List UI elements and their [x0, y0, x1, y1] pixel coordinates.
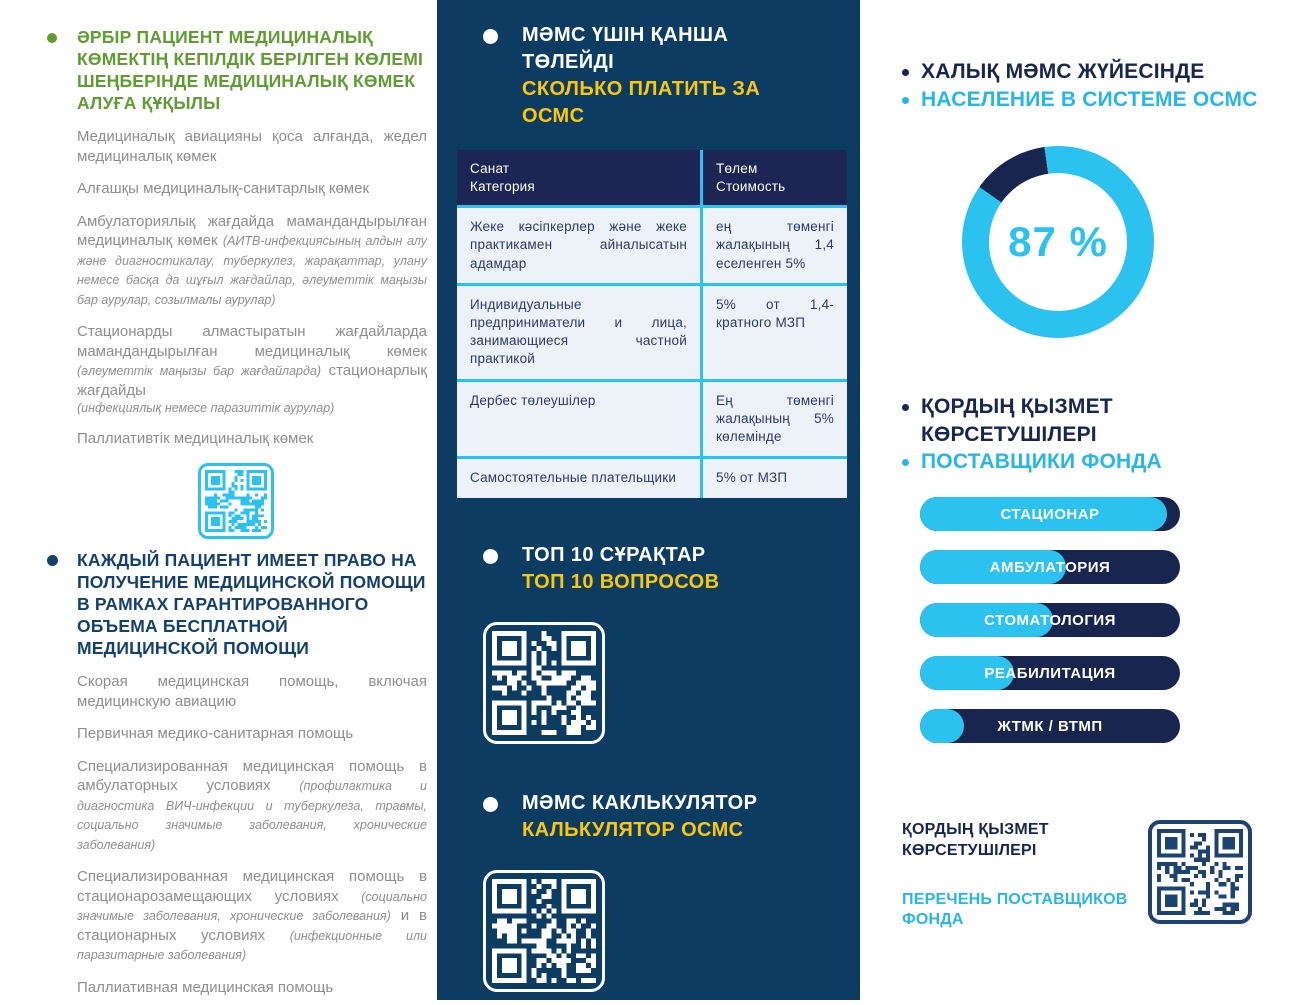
- payment-table-header: [457, 150, 847, 205]
- ru-service-item: [77, 672, 427, 711]
- population-title-ru: НАСЕЛЕНИЕ В СИСТЕМЕ ОСМС: [921, 87, 1258, 111]
- calculator-title-ru: КАЛЬКУЛЯТОР ОСМС: [522, 818, 744, 841]
- service-note: (инфекционные или паразитарные заболевания): [77, 928, 427, 963]
- providers-heading: [902, 393, 1191, 476]
- ru-service-item: [77, 867, 427, 965]
- table-row: [457, 379, 847, 457]
- ru-service-item: [77, 978, 427, 998]
- population-donut: [962, 146, 1154, 338]
- service-text: Первичная медико-санитарная помощь: [77, 725, 354, 743]
- donut-hole: [989, 173, 1127, 311]
- cell-category: Индивидуальные предприниматели и лица, занимающиеся частной практикой: [457, 286, 703, 379]
- table-row: [457, 456, 847, 497]
- service-note: (әлеуметтік маңызы бар жағдайларда): [77, 364, 322, 379]
- kk-rights-heading: ӘРБІР ПАЦИЕНТ МЕДИЦИНАЛЫҚ КӨМЕКТІҢ КЕПІЛДІК БЕРІЛГЕН КӨЛЕМІ ШЕҢБЕРІНДЕ МЕДИЦИНАЛЫҚ КӨМЕК АЛУҒА ҚҰҚЫЛЫ: [77, 27, 424, 114]
- header-category-kk: Санат: [470, 161, 510, 176]
- header-payment-ru: Стоимость: [716, 178, 786, 194]
- provider-pill-stomatologiya: [920, 603, 1180, 637]
- service-text: Амбулаториялық жағдайда мамандандырылған медициналық көмек: [77, 212, 427, 250]
- population-title-ru-row: [902, 86, 1258, 114]
- service-text: Стационарды алмастыратын жағдайларда мамандандырылған медициналық көмек: [77, 323, 427, 360]
- table-row: [457, 283, 847, 379]
- provider-pills: [920, 497, 1180, 762]
- service-text: Специализированная медицинская помощь в стационарозамещающих условиях: [77, 868, 427, 905]
- bullet-icon: [483, 797, 498, 812]
- cell-payment: 5% от МЗП: [716, 470, 788, 486]
- provider-pill-ambulatoriya: [920, 550, 1180, 584]
- providers-title-ru: ПОСТАВЩИКИ ФОНДА: [921, 450, 1162, 474]
- calculator-section-header: [483, 790, 860, 844]
- service-text: Алғашқы медициналық-санитарлық көмек: [77, 180, 370, 198]
- ru-rights-heading-row: [45, 549, 427, 659]
- population-heading: [902, 58, 1258, 113]
- kk-service-item: [77, 322, 427, 416]
- population-title-kk-row: [902, 58, 1258, 86]
- kk-rights-heading-row: [45, 26, 427, 114]
- header-cell-category: [457, 150, 703, 205]
- bullet-icon: [483, 29, 498, 44]
- payment-section-header: [483, 0, 860, 130]
- service-text: Паллиативная медицинская помощь: [77, 978, 334, 996]
- qr-code-providers: [1148, 820, 1252, 924]
- pill-label: АМБУЛАТОРИЯ: [989, 558, 1111, 576]
- service-note: (инфекциялық немесе паразиттік аурулар): [77, 401, 335, 416]
- qr-code-guaranteed-care: [198, 463, 274, 539]
- providers-footer: [902, 820, 1286, 931]
- cell-payment: ең төменгі жалақының 1,4 еселенген 5%: [716, 219, 834, 271]
- service-note: (профилактика и диагностика ВИЧ-инфекции и туберкулеза, травмы, социально значимые заболевания, хронические заболевания): [77, 779, 427, 852]
- pill-label: ЖТМК / ВТМП: [997, 717, 1103, 735]
- header-category-ru: Категория: [470, 178, 535, 194]
- footer-title-ru: ПЕРЕЧЕНЬ ПОСТАВЩИКОВ ФОНДА: [902, 890, 1128, 929]
- service-note: (социально значимые заболевания, хронические заболевания): [77, 889, 427, 924]
- top10-title-kk: ТОП 10 СҰРАҚТАР: [522, 543, 706, 566]
- payment-title-ru: СКОЛЬКО ПЛАТИТЬ ЗА ОСМС: [522, 78, 761, 127]
- ru-rights-heading: КАЖДЫЙ ПАЦИЕНТ ИМЕЕТ ПРАВО НА ПОЛУЧЕНИЕ МЕДИЦИНСКОЙ ПОМОЩИ В РАМКАХ ГАРАНТИРОВАННОГО ОБЪЕМА БЕСПЛАТНОЙ МЕДИЦИНСКОЙ ПОМОЩИ: [77, 549, 426, 659]
- qr-code-calculator: [483, 870, 605, 992]
- population-title-kk: ХАЛЫҚ МӘМС ЖҮЙЕСІНДЕ: [921, 60, 1205, 83]
- service-text: Паллиативтік медициналық көмек: [77, 430, 314, 448]
- bullet-icon: [902, 97, 909, 104]
- top10-title-ru: ТОП 10 ВОПРОСОВ: [522, 570, 720, 593]
- pill-label: СТАЦИОНАР: [1000, 505, 1100, 523]
- providers-title-ru-row: [902, 448, 1191, 476]
- service-text: Специализированная медицинская помощь в амбулаторных условиях: [77, 757, 427, 795]
- header-cell-payment: [703, 150, 847, 205]
- kk-service-item: [77, 127, 427, 166]
- service-text: Медициналық авиацияны қоса алғанда, жедел медициналық көмек: [77, 128, 427, 165]
- cell-payment: Ең төменгі жалақының 5% көлемінде: [716, 392, 834, 445]
- service-text: Скорая медицинская помощь, включая медицинскую авиацию: [77, 673, 427, 710]
- ru-service-item: [77, 757, 427, 855]
- qr-code-top10: [483, 622, 605, 744]
- cell-category: Жеке кәсіпкерлер және жеке практикамен айналысатын адамдар: [457, 208, 703, 283]
- calculator-title-kk: МӘМС КАКЛЬКУЛЯТОР: [522, 791, 758, 814]
- providers-title-kk-row: [902, 393, 1191, 448]
- header-payment-kk: Төлем: [716, 161, 758, 176]
- middle-page: [437, 0, 860, 1000]
- pill-label: СТОМАТОЛОГИЯ: [984, 611, 1116, 629]
- right-page: [880, 0, 1300, 1005]
- cell-category: Дербес төлеушілер: [457, 382, 703, 457]
- bullet-icon: [47, 33, 57, 43]
- cell-category: Самостоятельные плательщики: [457, 459, 703, 497]
- provider-pill-reabilitaciya: [920, 656, 1180, 690]
- population-percent: 87 %: [1008, 218, 1108, 265]
- pill-label: РЕАБИЛИТАЦИЯ: [984, 664, 1116, 682]
- kk-service-item: [77, 429, 427, 449]
- service-note: (АИТВ-инфекциясының алдын алу және диагностикалау, туберкулез, жарақаттар, улану немесе басқа да шұғыл жағдайлар, әлеуметтік маңызы бар аурулар, созылмалы аурулар): [77, 234, 427, 307]
- kk-service-item: [77, 179, 427, 199]
- top10-section-header: [483, 542, 860, 596]
- provider-pill-stacionar: [920, 497, 1180, 531]
- service-text: стационарлық жағдайды: [77, 362, 427, 399]
- bullet-icon: [483, 549, 498, 564]
- bullet-icon: [47, 555, 58, 566]
- payment-title-kk: МӘМС ҮШІН ҚАНША ТӨЛЕЙДІ: [522, 24, 729, 73]
- footer-title-kk: ҚОРДЫҢ ҚЫЗМЕТ КӨРСЕТУШІЛЕРІ: [902, 821, 1049, 859]
- left-page: [45, 26, 427, 997]
- providers-title-kk: ҚОРДЫҢ ҚЫЗМЕТ КӨРСЕТУШІЛЕРІ: [921, 395, 1113, 446]
- provider-pill-zhtmk-vtmp: [920, 709, 1180, 743]
- bullet-icon: [902, 69, 909, 76]
- bullet-icon: [902, 459, 909, 466]
- table-row: [457, 205, 847, 283]
- bullet-icon: [902, 404, 909, 411]
- payment-table: [457, 150, 847, 498]
- pill-fill-bar: [920, 709, 964, 743]
- cell-payment: 5% от 1,4-кратного МЗП: [716, 296, 834, 330]
- service-text: и в стационарных условиях: [77, 907, 427, 944]
- kk-service-item: [77, 212, 427, 310]
- ru-service-item: [77, 724, 427, 744]
